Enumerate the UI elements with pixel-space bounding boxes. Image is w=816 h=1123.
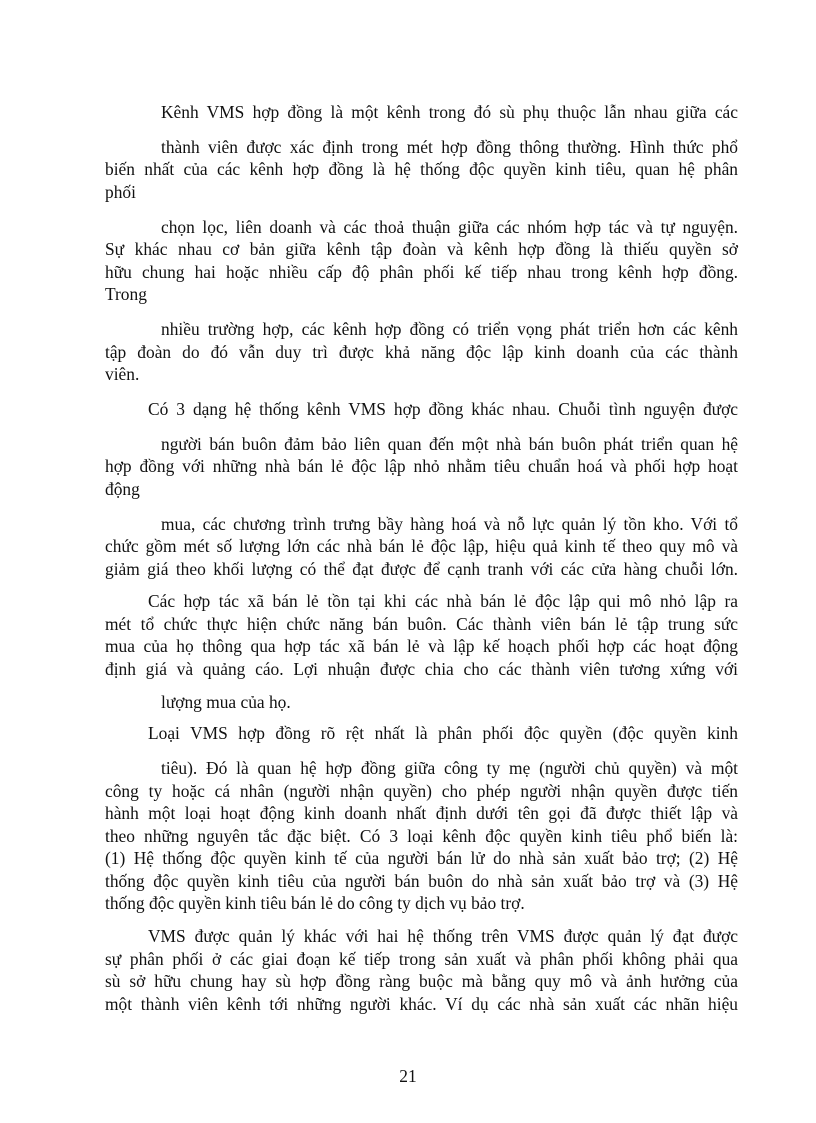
text-line: mua, các chương trình trưng bầy hàng hoá và nỗ lực quản lý tồn kho. Với tổ [161,514,738,534]
text-line: chọn lọc, liên doanh và các thoả thuận giữa các nhóm hợp tác và tự nguyện. [161,217,738,237]
text-line: thành viên được xác định trong mét hợp đồng thông thường. Hình thức phổ [161,137,738,157]
text-line: hữu chung hai hoặc nhiều cấp độ phân phối kế tiếp nhau trong kênh hợp đồng. [105,262,738,282]
text-line: Kênh VMS hợp đồng là một kênh trong đó sù phụ thuộc lẫn nhau giữa các [161,102,738,122]
text-line: viên. [105,364,140,384]
text-line: thống độc quyền kinh tiêu của người bán buôn do nhà sản xuất bảo trợ và (3) Hệ [105,871,738,891]
text-line: biến nhất của các kênh hợp đồng là hệ thống độc quyền kinh tiêu, quan hệ phân [105,159,738,179]
text-line: Có 3 dạng hệ thống kênh VMS hợp đồng khác nhau. Chuỗi tình nguyện được [148,399,738,419]
text-line: định giá và quảng cáo. Lợi nhuận được chia cho các thành viên tương xứng với [105,659,738,679]
text-line: thống độc quyền kinh tiêu bán lẻ do công ty dịch vụ bảo trợ. [105,893,525,913]
text-line: một thành viên kênh tới những người khác. Ví dụ các nhà sản xuất các nhãn hiệu [105,994,738,1014]
text-line: Các hợp tác xã bán lẻ tồn tại khi các nhà bán lẻ độc lập qui mô nhỏ lập ra [148,591,738,611]
text-line: mua của họ thông qua hợp tác xã bán lẻ và lập kế hoạch phối hợp các hoạt động [105,636,738,656]
text-line: tiêu). Đó là quan hệ hợp đồng giữa công ty mẹ (người chủ quyền) và một [161,758,738,778]
text-line: sù sở hữu chung hay sù hợp đồng ràng buộc mà bằng quy mô và ảnh hưởng của [105,971,738,991]
text-line: mét tổ chức thực hiện chức năng bán buôn. Các thành viên bán lẻ tập trung sức [105,614,738,634]
text-line: công ty hoặc cá nhân (người nhận quyền) cho phép người nhận quyền được tiến [105,781,738,801]
text-line: động [105,479,140,499]
text-line: hợp đồng với những nhà bán lẻ độc lập nhỏ nhằm tiêu chuẩn hoá và phối hợp hoạt [105,456,738,476]
text-line: lượng mua của họ. [161,692,291,712]
text-line: hành một loại hoạt động kinh doanh nhất định dưới tên gọi đã được thiết lập và [105,803,738,823]
text-line: sự phân phối ở các giai đoạn kế tiếp trong sản xuất và phân phối không phải qua [105,949,738,969]
text-line: tập đoàn do đó vẫn duy trì được khả năng độc lập kinh doanh của các thành [105,342,738,362]
text-line: Loại VMS hợp đồng rõ rệt nhất là phân phối độc quyền (độc quyền kinh [148,723,738,743]
text-line: người bán buôn đảm bảo liên quan đến một nhà bán buôn phát triển quan hệ [161,434,738,454]
text-line: theo những nguyên tắc đặc biệt. Có 3 loại kênh độc quyền kinh tiêu phổ biến là: [105,826,738,846]
page-number: 21 [399,1066,417,1086]
text-line: Trong [105,284,147,304]
text-line: chức gồm mét số lượng lớn các nhà bán lẻ độc lập, hiệu quả kinh tế theo quy mô và [105,536,738,556]
text-line: Sự khác nhau cơ bản giữa kênh tập đoàn và kênh hợp đồng là thiếu quyền sở [105,239,738,259]
text-line: nhiều trường hợp, các kênh hợp đồng có triển vọng phát triển hơn các kênh [161,319,738,339]
text-line: VMS được quản lý khác với hai hệ thống trên VMS được quản lý đạt được [148,926,738,946]
text-line: (1) Hệ thống độc quyền kinh tế của người bán lử do nhà sản xuất bảo trợ; (2) Hệ [105,848,738,868]
text-line: phối [105,182,136,202]
text-line: giảm giá theo khối lượng có thể đạt được để cạnh tranh với các cửa hàng chuỗi lớn. [105,559,738,579]
